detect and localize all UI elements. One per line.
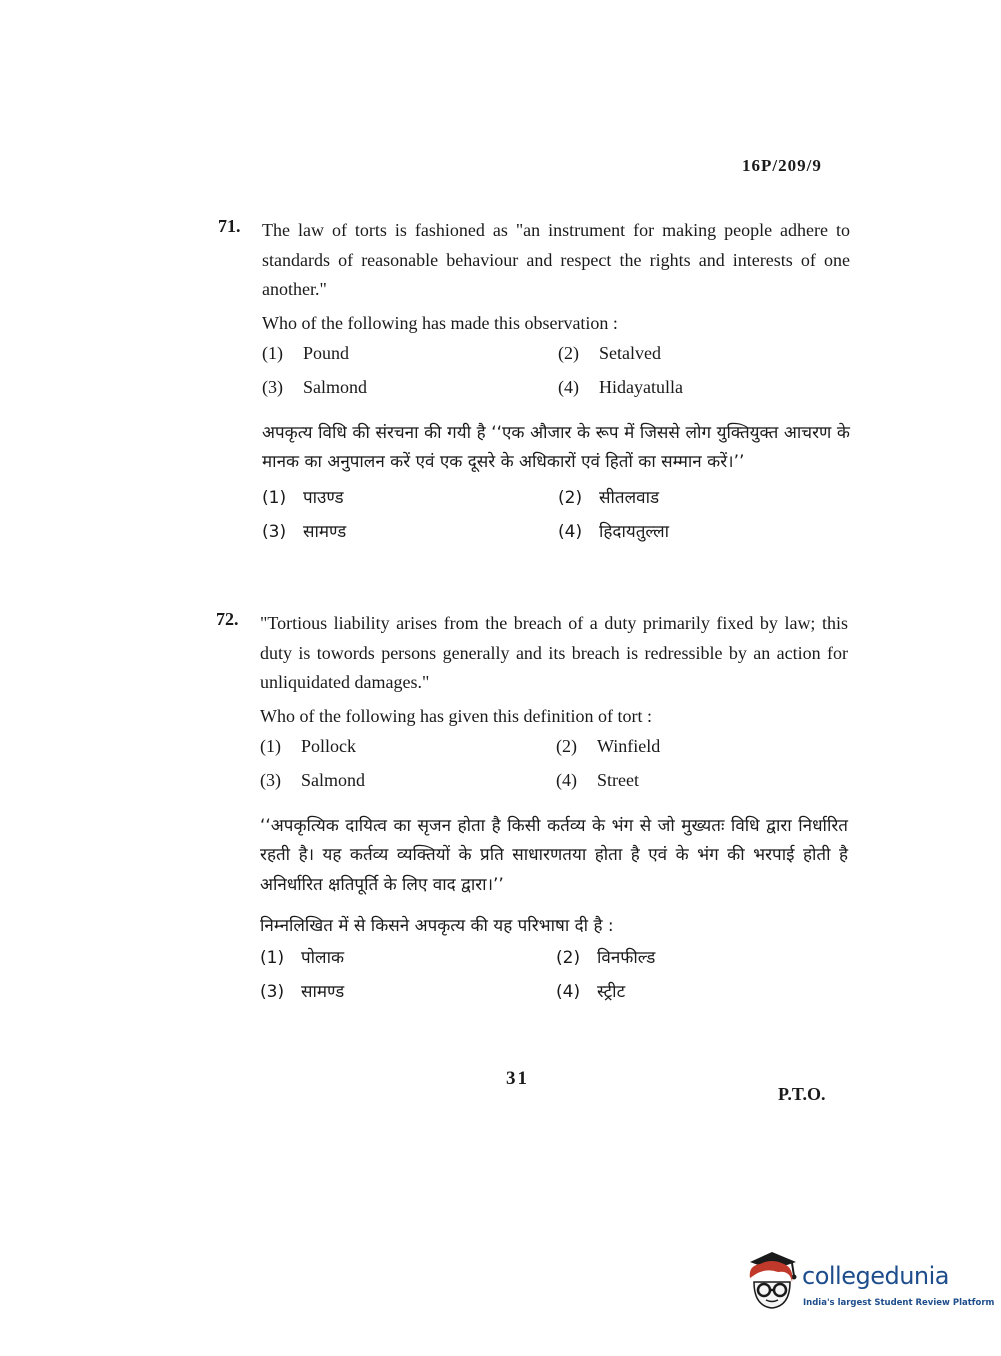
pto-label: P.T.O. <box>778 1084 826 1104</box>
english-options <box>260 734 848 792</box>
option-number: (2) <box>558 342 579 363</box>
option-number: (2) <box>556 735 577 756</box>
option-text: विनफील्ड <box>597 948 656 968</box>
option-text: सामण्ड <box>301 982 345 1002</box>
option-text: Salmond <box>303 376 368 397</box>
question-72 <box>216 609 848 1004</box>
option-number: (1) <box>262 487 287 508</box>
option-number: (3) <box>260 769 281 790</box>
option-3 <box>262 375 558 399</box>
hindi-options <box>262 486 850 544</box>
option-text: हिदायतुल्ला <box>599 521 670 542</box>
hindi-question: निम्नलिखित में से किसने अपकृत्य की यह परिभाषा दी है : <box>260 916 614 936</box>
option-4 <box>558 520 858 544</box>
option-3 <box>260 768 556 792</box>
option-number: (2) <box>558 487 583 508</box>
option-3 <box>262 520 558 544</box>
option-1 <box>262 486 558 510</box>
english-statement: The law of torts is fashioned as "an instrument for making people adhere to standards of reasonable behaviour and respect the rights and interests of one another." <box>262 220 850 299</box>
option-4 <box>558 375 858 399</box>
option-2 <box>556 946 856 970</box>
option-number: (3) <box>262 376 283 397</box>
option-number: (3) <box>262 521 287 542</box>
mascot-icon <box>742 1248 802 1314</box>
question-number: 71. <box>218 216 241 236</box>
option-number: (4) <box>558 521 583 542</box>
option-text: Pound <box>303 342 350 363</box>
brand-tagline: India's largest Student Review Platform <box>803 1298 995 1308</box>
option-number: (1) <box>260 735 281 756</box>
option-text: Hidayatulla <box>599 376 683 397</box>
question-body <box>260 609 848 1004</box>
option-text: Pollock <box>301 735 357 756</box>
option-1 <box>260 734 556 758</box>
page-code: 16P/209/9 <box>742 156 822 175</box>
hindi-statement: अपकृत्य विधि की संरचना की गयी है ‘‘एक औजार के रूप में जिससे लोग युक्तियुक्त आचरण के मानक का अनुपालन करें एवं एक दूसरे के अधिकारों एवं हितों का सम्मान करें।’’ <box>262 422 850 472</box>
option-text: सीतलवाड <box>599 487 660 508</box>
collegedunia-watermark <box>742 1248 995 1318</box>
option-number: (4) <box>556 769 577 790</box>
option-2 <box>556 734 856 758</box>
hindi-options <box>260 946 848 1004</box>
option-text: पोलाक <box>301 948 345 968</box>
option-number: (3) <box>260 982 285 1002</box>
page-number: 31 <box>506 1068 529 1089</box>
english-options <box>262 341 850 399</box>
option-number: (1) <box>262 342 283 363</box>
option-2 <box>558 486 858 510</box>
question-number: 72. <box>216 609 239 629</box>
option-text: Salmond <box>301 769 366 790</box>
hindi-statement: ‘‘अपकृत्यिक दायित्व का सृजन होता है किसी कर्तव्य के भंग से जो मुख्यतः विधि द्वारा निर्धारित रहती है। यह कर्तव्य व्यक्तियों के प्रति साधारणतया होता है एवं के भंग की भरपाई होती है अनिर्धारित क्षतिपूर्ति के लिए वाद द्वारा।’’ <box>260 815 848 895</box>
option-text: Setalved <box>599 342 661 363</box>
option-text: स्ट्रीट <box>597 982 626 1002</box>
option-4 <box>556 768 856 792</box>
option-number: (2) <box>556 948 581 968</box>
option-text: सामण्ड <box>303 521 347 542</box>
option-text: पाउण्ड <box>303 487 344 508</box>
english-statement: "Tortious liability arises from the breach of a duty primarily fixed by law; this duty is towords persons generally and its breach is redressible by an action for unliquidated damages." <box>260 613 848 692</box>
question-body <box>262 216 850 544</box>
option-text: Winfield <box>597 735 661 756</box>
brand-name: collegedunia <box>802 1262 950 1290</box>
option-4 <box>556 980 856 1004</box>
option-2 <box>558 341 858 365</box>
option-number: (1) <box>260 948 285 968</box>
question-71 <box>218 216 850 544</box>
option-number: (4) <box>556 982 581 1002</box>
english-question: Who of the following has made this observation : <box>262 312 618 333</box>
option-number: (4) <box>558 376 579 397</box>
option-1 <box>260 946 556 970</box>
option-1 <box>262 341 558 365</box>
english-question: Who of the following has given this definition of tort : <box>260 705 652 726</box>
option-3 <box>260 980 556 1004</box>
option-text: Street <box>597 769 639 790</box>
